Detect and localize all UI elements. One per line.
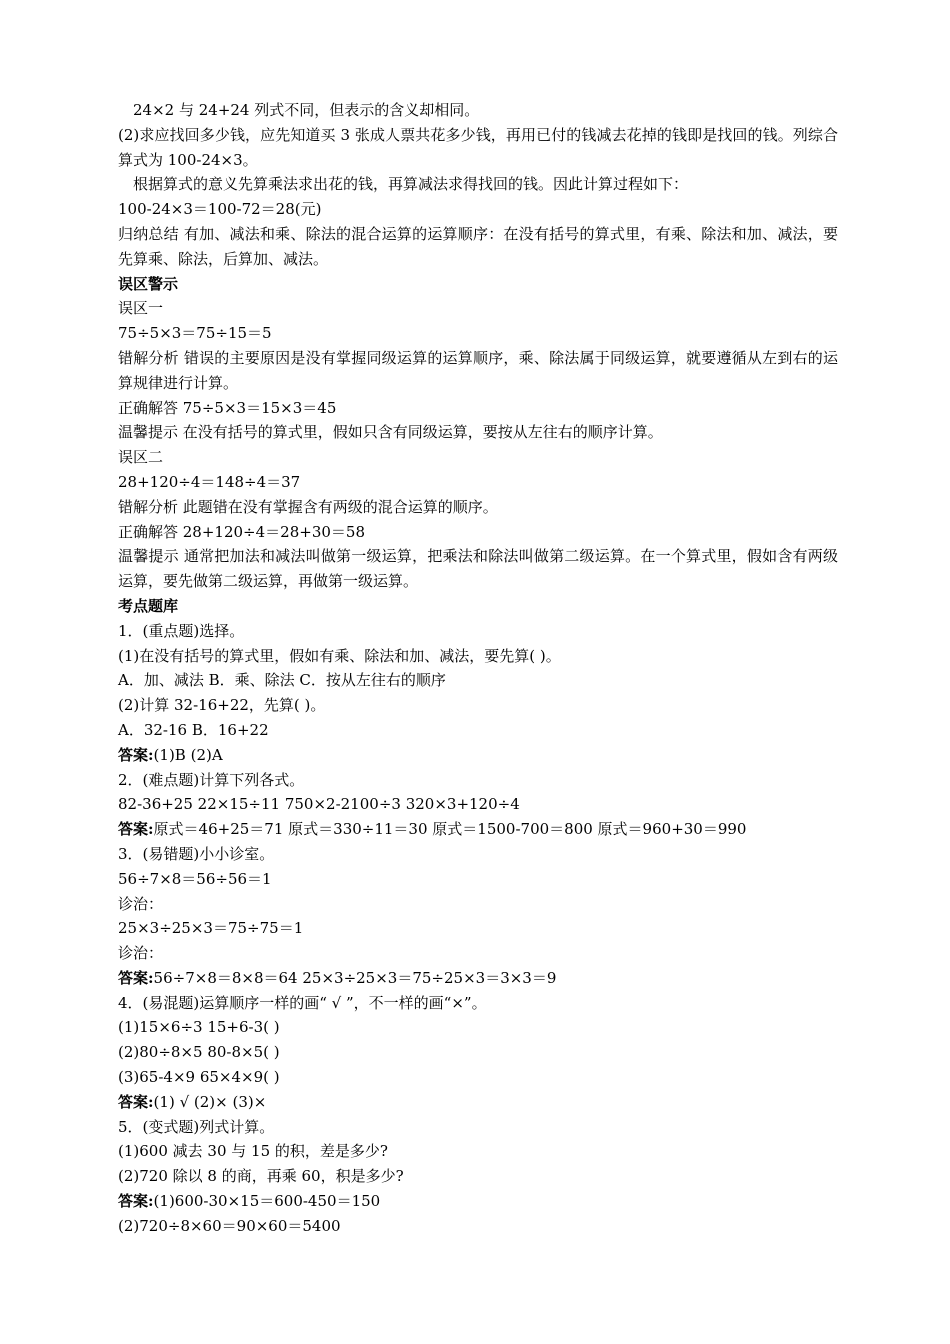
text-line [118, 1139, 838, 1164]
line-text: 误区警示 [118, 274, 179, 293]
line-text: 误区二 [118, 448, 164, 467]
line-text: 28+120÷4＝148÷4＝37 [118, 472, 301, 491]
line-text: (2)720 除以 8 的商，再乘 60，积是多少? [118, 1167, 404, 1186]
line-text: (3)65-4×9 65×4×9( ) [118, 1068, 280, 1087]
text-line [118, 544, 838, 594]
answer-label: 答案: [118, 745, 154, 764]
line-text: 诊治： [118, 944, 164, 963]
line-text: (2)80÷8×5 80-8×5( ) [118, 1043, 280, 1062]
line-text: (1)在没有括号的算式里，假如有乘、除法和加、减法，要先算( )。 [118, 646, 561, 665]
line-text: 56÷7×8＝8×8＝64 25×3÷25×3＝75÷25×3＝3×3＝9 [153, 968, 557, 987]
line-text: 2．(难点题)计算下列各式。 [118, 770, 305, 789]
text-line [118, 172, 838, 197]
text-line [118, 668, 838, 693]
text-line [118, 916, 838, 941]
text-line [118, 1164, 838, 1189]
answer-line [118, 743, 838, 768]
line-text: 根据算式的意义先算乘法求出花的钱，再算减法求得找回的钱。因此计算过程如下： [133, 175, 689, 194]
section-heading [118, 594, 838, 619]
line-text: 归纳总结 有加、减法和乘、除法的混合运算的运算顺序：在没有括号的算式里，有乘、除法和加、减法，要先算乘、除法，后算加、减法。 [118, 224, 838, 268]
line-text: 错解分析 错误的主要原因是没有掌握同级运算的运算顺序，乘、除法属于同级运算，就要遵循从左到右的运算规律进行计算。 [118, 348, 838, 392]
line-text: 温馨提示 在没有括号的算式里，假如只含有同级运算，要按从左往右的顺序计算。 [118, 423, 663, 442]
line-text: (2)720÷8×60＝90×60＝5400 [118, 1216, 341, 1235]
text-line [118, 792, 838, 817]
line-text: 4．(易混题)运算顺序一样的画“ √ ”，不一样的画“×”。 [118, 993, 487, 1012]
text-line [118, 1015, 838, 1040]
text-line [118, 619, 838, 644]
text-line [118, 1040, 838, 1065]
answer-label: 答案: [118, 1092, 154, 1111]
line-text: 诊治： [118, 894, 164, 913]
text-line [118, 197, 838, 222]
text-line [118, 892, 838, 917]
line-text: 3．(易错题)小小诊室。 [118, 844, 275, 863]
text-line [118, 396, 838, 421]
text-line [118, 420, 838, 445]
text-line [118, 644, 838, 669]
line-text: 错解分析 此题错在没有掌握含有两级的混合运算的顺序。 [118, 497, 498, 516]
answer-line [118, 966, 838, 991]
text-line [118, 123, 838, 173]
line-text: A．加、减法 B．乘、除法 C．按从左往右的顺序 [118, 671, 446, 690]
line-text: (1)15×6÷3 15+6-3( ) [118, 1018, 280, 1037]
line-text: 100-24×3＝100-72＝28(元) [118, 200, 322, 219]
answer-label: 答案: [118, 968, 154, 987]
line-text: (1)600 减去 30 与 15 的积，差是多少? [118, 1142, 388, 1161]
line-text: (2)求应找回多少钱，应先知道买 3 张成人票共花多少钱，再用已付的钱减去花掉的钱即是找回的钱。列综合算式为 100-24×3。 [118, 125, 838, 169]
line-text: 82-36+25 22×15÷11 750×2-2100÷3 320×3+120÷4 [118, 795, 520, 814]
text-line [118, 222, 838, 272]
text-line [118, 495, 838, 520]
line-text: 考点题库 [118, 596, 179, 615]
line-text: 56÷7×8＝56÷56＝1 [118, 869, 272, 888]
line-text: (1)600-30×15＝600-450＝150 [153, 1192, 381, 1211]
text-line [118, 321, 838, 346]
text-line [118, 867, 838, 892]
line-text: 正确解答 28+120÷4＝28+30＝58 [118, 522, 365, 541]
text-line [118, 991, 838, 1016]
text-line [118, 1214, 838, 1239]
line-text: 25×3÷25×3＝75÷75＝1 [118, 919, 304, 938]
line-text: A．32-16 B．16+22 [118, 720, 269, 739]
line-text: (2)计算 32-16+22，先算( )。 [118, 696, 326, 715]
line-text: 5．(变式题)列式计算。 [118, 1117, 275, 1136]
line-text: 24×2 与 24+24 列式不同，但表示的含义却相同。 [133, 101, 480, 119]
answer-label: 答案: [118, 1192, 154, 1211]
answer-line [118, 1090, 838, 1115]
text-line [118, 718, 838, 743]
text-line [118, 693, 838, 718]
line-text: 75÷5×3＝75÷15＝5 [118, 324, 272, 343]
text-line [118, 520, 838, 545]
line-text: 温馨提示 通常把加法和减法叫做第一级运算，把乘法和除法叫做第二级运算。在一个算式里，假如含有两级运算，要先做第二级运算，再做第一级运算。 [118, 547, 838, 591]
text-line [118, 296, 838, 321]
line-text: (1) √ (2)× (3)× [153, 1092, 267, 1111]
line-text: 正确解答 75÷5×3＝15×3＝45 [118, 398, 337, 417]
answer-label: 答案: [118, 820, 154, 839]
text-line [118, 346, 838, 396]
line-text: (1)B (2)A [153, 745, 223, 764]
text-line [118, 842, 838, 867]
line-text: 1．(重点题)选择。 [118, 621, 245, 640]
text-line [118, 1115, 838, 1140]
line-text: 原式＝46+25＝71 原式＝330÷11＝30 原式＝1500-700＝800 原式＝960+30＝990 [153, 820, 747, 839]
text-line [118, 470, 838, 495]
text-line [118, 445, 838, 470]
answer-line [118, 817, 838, 842]
text-line [118, 1065, 838, 1090]
text-line [118, 98, 838, 123]
document-body [118, 98, 838, 1239]
text-line [118, 768, 838, 793]
line-text: 误区一 [118, 299, 164, 318]
text-line [118, 941, 838, 966]
section-heading [118, 272, 838, 297]
answer-line [118, 1189, 838, 1214]
